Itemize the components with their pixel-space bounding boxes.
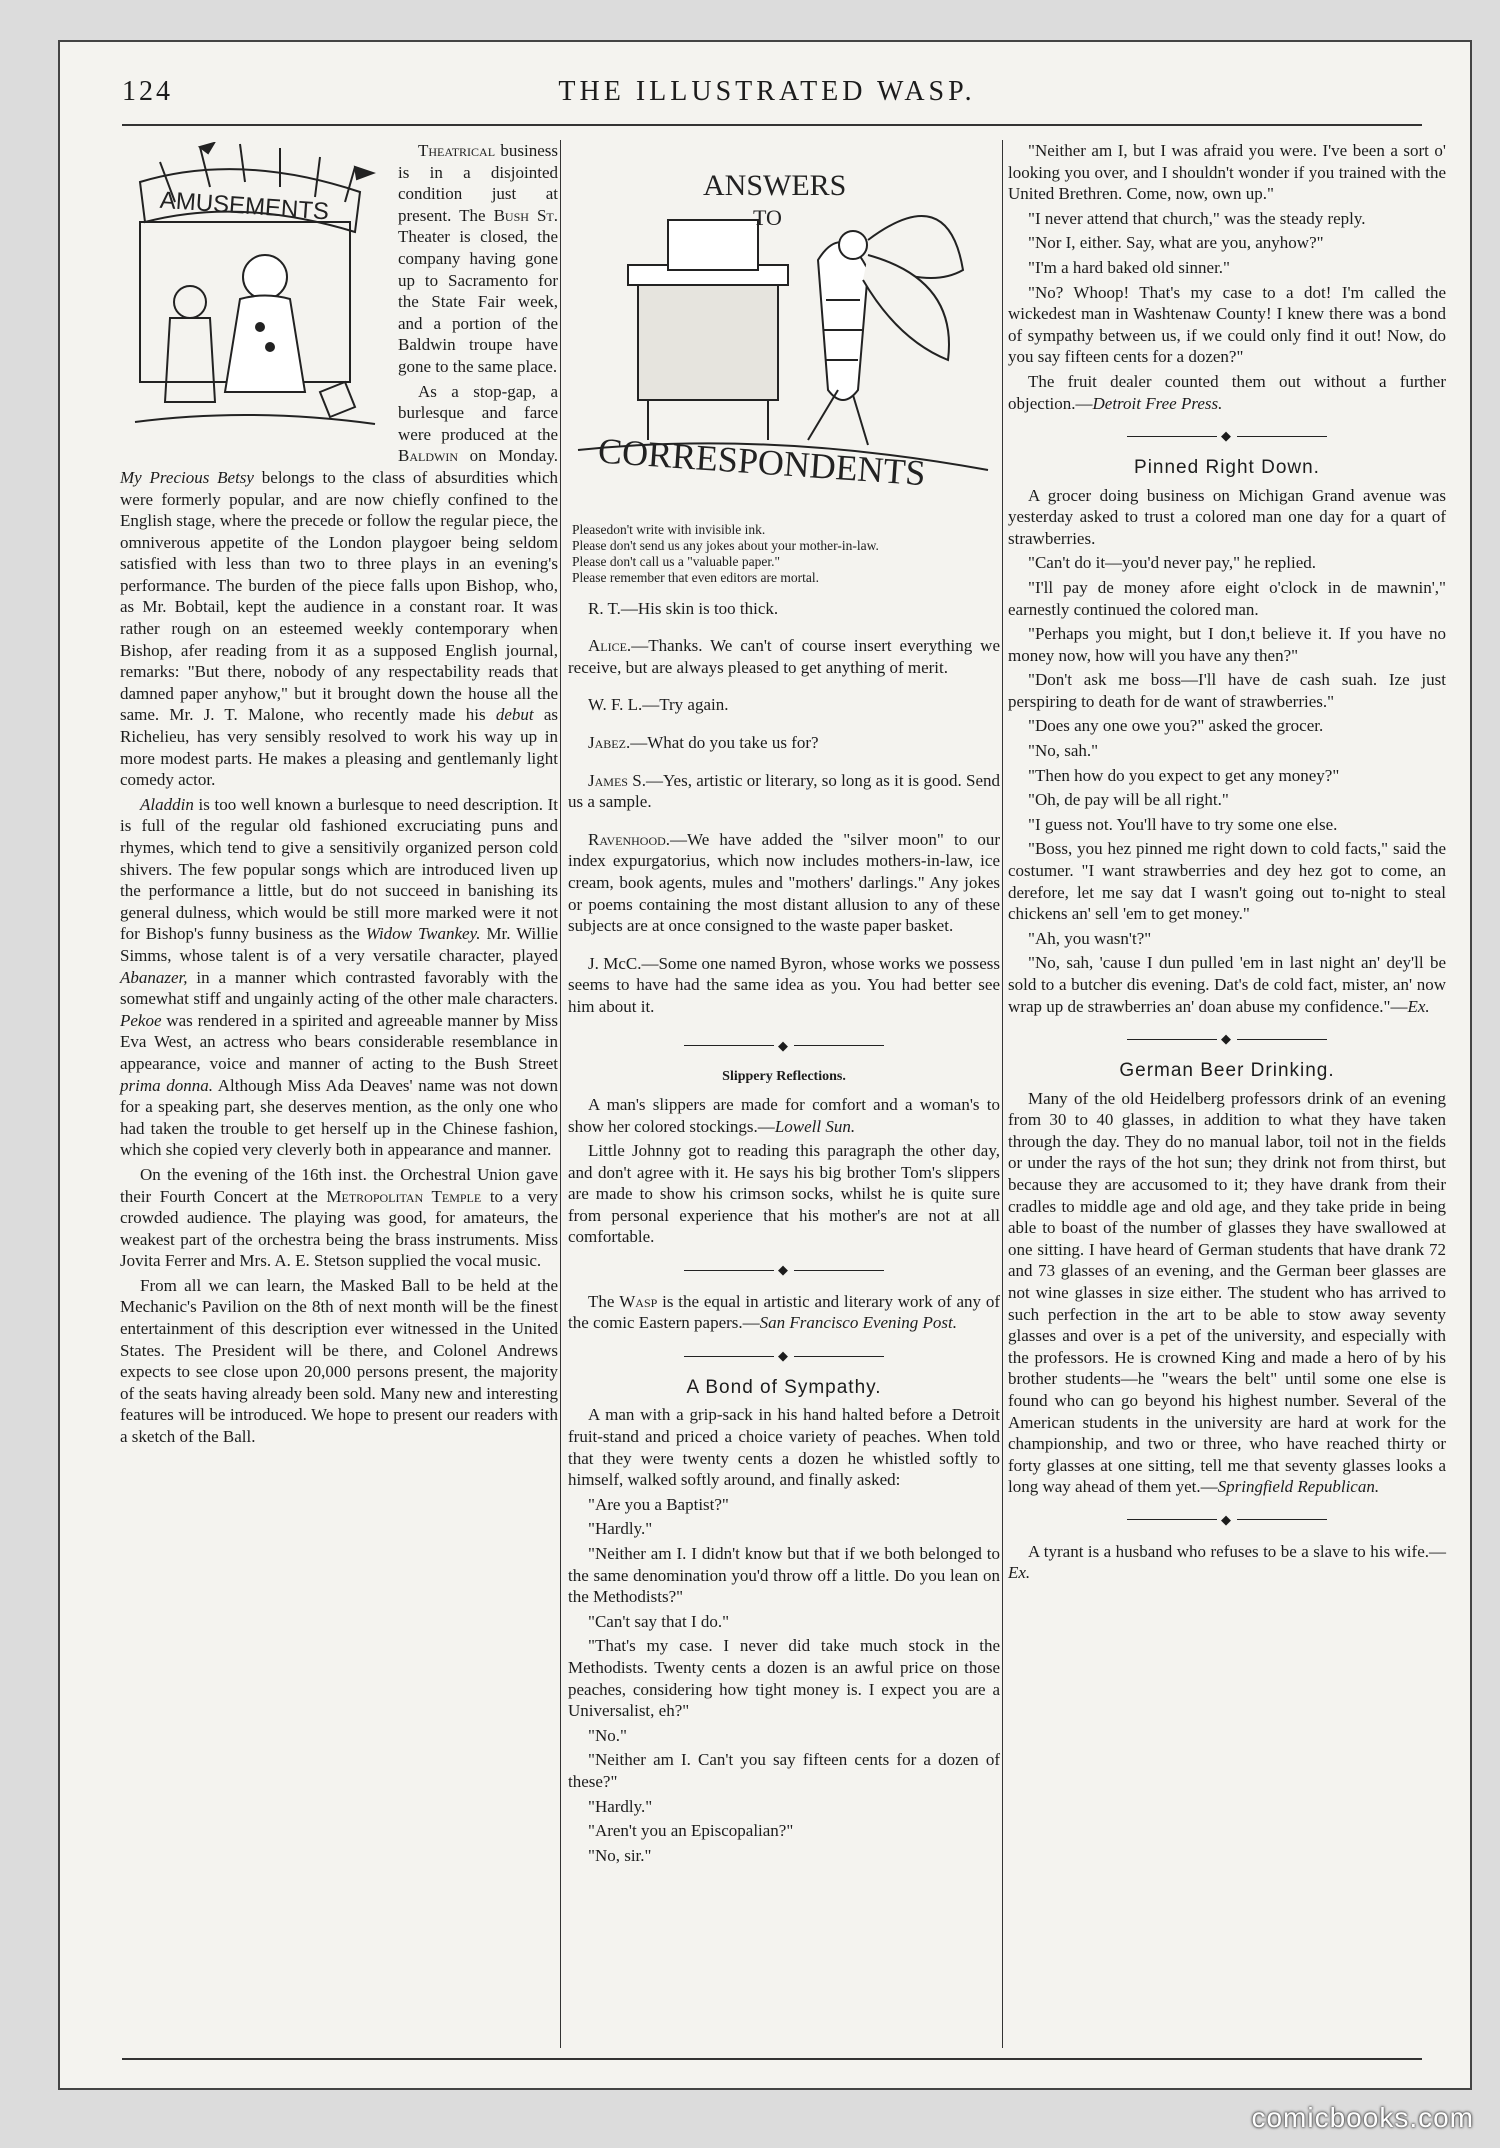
section-separator: ◆ <box>568 1034 1000 1057</box>
beer-paragraph: Many of the old Heidelberg professors drink of an evening from 30 to 40 glasses, in addition to what they have taken through the day. They do no manual labor, toil not in the fields or under the rays of the hot sun; they drink not from thirst, but because they are accusomed to it; they have drank from their cradles to middle age and old age, and they take pride in being able to boast of the number of glasses they have swallowed at one sitting. I have heard of German students that have drank 72 and 73 glasses of an evening, and the German beer glasses are not wine glasses in size either. The student who has arrived to such perfection in the art to be able to stow away seventy glasses and over is a pet of the university, and especially with the professors. He is crowned King and made a hero of by his brother students—he "wears the belt" until some one else is found who can go beyond his highest number. Several of the American students in the university are hard at work for the championship, and two or three, who have reached thirty or forty glasses at one sitting, tell me that seventy glasses looks a long way ahead of them yet.—Springfield Republican. <box>1008 1088 1446 1497</box>
answer-item: W. F. L.—Try again. <box>588 695 729 715</box>
dialogue-line: "Oh, de pay will be all right." <box>1028 790 1229 810</box>
dialogue-line: "Can't do it—you'd never pay," he replied. <box>1028 553 1316 573</box>
column-answers <box>568 140 1000 1869</box>
footer-rule <box>122 2058 1422 2060</box>
dialogue-line: "No, sah, 'cause I dun pulled 'em in last night an' dey'll be sold to a butcher dis evening. Dat's de cold fact, mister, an' now wrap up de strawberries an' doan abuse my confidence."—Ex. <box>1008 953 1446 1016</box>
amusements-illustration <box>120 142 388 442</box>
correspondents-title: CORRESPONDENTS <box>596 430 927 494</box>
answer-item: Jabez.—What do you take us for? <box>588 732 819 752</box>
editorial-notes <box>572 522 1000 586</box>
dialogue-line: "I'm a hard baked old sinner." <box>1028 257 1230 277</box>
beer-heading: German Beer Drinking. <box>1119 1060 1335 1081</box>
answer-item: J. McC.—Some one named Byron, whose works we possess seems to have had the same idea as you. You had better see him about it. <box>568 953 1000 1016</box>
note: Please don't call us a "valuable paper." <box>572 553 781 569</box>
answers-to-correspondents-illustration <box>568 140 1000 510</box>
slippery-paragraph-2: Little Johnny got to reading this paragraph the other day, and don't agree with it. He says his big brother Tom's slippers are made to show his crimson socks, whilst he is quite sure from personal experience that his mother's are not at all comfortable. <box>568 1141 1000 1247</box>
dialogue-line: "I never attend that church," was the steady reply. <box>1028 208 1366 228</box>
masked-ball-paragraph: From all we can learn, the Masked Ball to be held at the Mechanic's Pavilion on the 8th of next month will be the finest entertainment of this description ever witnessed in the United States. The President will be there, and Colonel Andrews expects to see close upon 20,000 persons present, the majority of the seats having already been sold. Many new and interesting features will be introduced. We hope to present our readers with a sketch of the Ball. <box>120 1275 558 1447</box>
dialogue-line: "No." <box>588 1725 627 1745</box>
page-number: 124 <box>122 76 173 107</box>
section-separator: ◆ <box>568 1344 1000 1367</box>
concert-paragraph: On the evening of the 16th inst. the Orchestral Union gave their Fourth Concert at the Metropolitan Temple to a very crowded audience. The playing was good, for amateurs, the weakest part of the orchestra being the brass instruments. Miss Jovita Ferrer and Mrs. A. E. Stetson supplied the vocal music. <box>120 1164 559 1271</box>
section-separator: ◆ <box>1008 1027 1446 1050</box>
amusements-sign-text: AMUSEMENTS <box>158 186 330 226</box>
answer-item: James S.—Yes, artistic or literary, so long as it is good. Send us a sample. <box>568 770 1000 812</box>
slippery-paragraph: A man's slippers are made for comfort and a woman's to show her colored stockings.—Lowell Sun. <box>568 1094 1000 1136</box>
pinned-heading: Pinned Right Down. <box>1134 456 1320 478</box>
tyrant-paragraph: A tyrant is a husband who refuses to be a slave to his wife.—Ex. <box>1008 1541 1446 1583</box>
column-theatrical <box>120 140 558 1451</box>
dialogue-line: "Does any one owe you?" asked the grocer. <box>1028 716 1324 736</box>
note: Please remember that even editors are mortal. <box>572 569 820 585</box>
dialogue-line: A grocer doing business on Michigan Grand avenue was yesterday asked to trust a colored man one day for a quart of strawberries. <box>1008 485 1446 548</box>
bond-heading: A Bond of Sympathy. <box>686 1376 882 1398</box>
masthead-title: THE ILLUSTRATED WASP. <box>558 76 976 107</box>
to-title: TO <box>753 205 782 230</box>
bond-intro: A man with a grip-sack in his hand halted before a Detroit fruit-stand and priced a choice variety of peaches. When told that they were twenty cents a dozen he whistled softly to himself, walked softly around, and finally asked: <box>568 1405 1000 1490</box>
dialogue-line: "No, sir." <box>588 1845 652 1865</box>
column-miscellany <box>1008 140 1446 1587</box>
dialogue-line: "Boss, you hez pinned me right down to cold facts," said the costumer. "I want strawberries and dey hez got to come, an derefore, let me say dat I wasn't going out to-night to steal chickens an' sell 'em to get money." <box>1008 839 1446 924</box>
dialogue-line: "I'll pay de money afore eight o'clock in de mawnin'," earnestly continued the colored man. <box>1008 577 1446 619</box>
dialogue-line: "Are you a Baptist?" <box>588 1494 729 1514</box>
answer-item: Ravenhood.—We have added the "silver moon" to our index expurgatorius, which now includes mothers-in-law, ice cream, book agents, mules and "mothers' darlings." Any jokes or poems containing the most distant allusion to any of these subjects are at once consigned to the waste paper basket. <box>568 829 1000 936</box>
dialogue-line: "Neither am I. Can't you say fifteen cents for a dozen of these?" <box>568 1750 1000 1791</box>
burlesque-paragraph: As a stop-gap, a burlesque and farce were produced at the Baldwin on Monday. My Precious Betsy belongs to the class of absurdities which were formerly popular, and are now chiefly confined to the English stage, where the precede or follow the regular piece, the omniverous appetite of the London playgoer being seldom satisfied with less than two to three plays in an evening's performance. The burden of the piece falls upon Bishop, who, as Mr. Bobtail, kept the audience in a constant roar. It was rather rough on an esteemed weekly contemporary when Bishop, afer reading from it as a supposed English journal, remarks: "But there, nobody of any respectability reads that damned paper anyhow," but it brought down the house all the same. Mr. J. T. Malone, who recently made his debut as Richelieu, has very sensibly resolved to work his way up in more modest parts. He makes a pleasing and gentlemanly light comedy actor. <box>120 381 558 790</box>
aladdin-paragraph: Aladdin is too well known a burlesque to need description. It is full of the regular old fashioned excruciating puns and rhymes, which tend to give a sensitivily organized person cold shivers. The few popular songs which are introduced liven up the performance a little, but do not succeed in banishing its general dulness, which would be still more marked were it not for Bishop's funny business as the Widow Twankey. Mr. Willie Simms, whose talent is of a very versatile character, played Abanazer, in a manner which contrasted favorably with the somewhat stiff and ungainly acting of the other male characters. Pekoe was rendered in a spirited and agreeable manner by Miss Eva West, an actress who bears considerable resemblance in appearance, voice and manner of acting to the Bush Street prima donna. Although Miss Ada Deaves' name was not down for a speaking part, she deserves mention, as the only one who had taken the trouble to get herself up in the Chinese fashion, which she copied very cleverly both in appearance and manner. <box>120 794 558 1160</box>
column-divider <box>1002 140 1003 2048</box>
dialogue-line: "No, sah." <box>1028 741 1099 761</box>
dialogue-line: "That's my case. I never did take much stock in the Methodists. Twenty cents a dozen is an awful price on those peaches, considering how tight money is. I expect you are a Universalist, eh?" <box>568 1636 1000 1721</box>
wasp-quote: The Wasp is the equal in artistic and literary work of any of the comic Eastern papers.—San Francisco Evening Post. <box>568 1291 1000 1333</box>
dialogue-line: "Hardly." <box>588 1519 653 1539</box>
newspaper-page <box>58 40 1472 2090</box>
dialogue-line: "Ah, you wasn't?" <box>1028 928 1152 948</box>
dialogue-line: "Neither am I, but I was afraid you were. I've been a sort o' looking you over, and I shouldn't wonder if you trained with the United Brethren. Come, now, own up." <box>1008 141 1446 204</box>
page-header <box>122 76 1412 120</box>
column-divider <box>560 140 561 2048</box>
header-rule <box>122 124 1422 126</box>
slippery-heading: Slippery Reflections. <box>722 1069 846 1085</box>
bond-ending: The fruit dealer counted them out without a further objection.—Detroit Free Press. <box>1008 371 1446 413</box>
section-separator: ◆ <box>1008 424 1446 447</box>
dialogue-line: "No? Whoop! That's my case to a dot! I'm called the wickedest man in Washtenaw County! I knew there was a bond of sympathy between us, if we could only find it out! Now, do you say fifteen cents for a dozen?" <box>1008 282 1446 367</box>
answers-title: ANSWERS <box>703 169 847 202</box>
theatrical-paragraph: Theatrical business is in a disjointed condition just at present. The Bush St. Theater is closed, the company having gone up to Sacramento for the State Fair week, and a portion of the Baldwin troupe have gone to the same place. <box>398 141 558 376</box>
section-separator: ◆ <box>1008 1508 1446 1531</box>
dialogue-line: "Then how do you expect to get any money?" <box>1028 765 1340 785</box>
answer-item: Alice.—Thanks. We can't of course insert everything we receive, but are always pleased to get anything of merit. <box>568 636 1000 677</box>
dialogue-line: "Don't ask me boss—I'll have de cash suah. Ize just perspiring to death for de want of strawberries." <box>1008 670 1446 711</box>
dialogue-line: "Can't say that I do." <box>588 1611 730 1631</box>
answers-list <box>568 598 1000 1018</box>
watermark: comicbooks.com <box>1251 2102 1474 2133</box>
dialogue-line: "Aren't you an Episcopalian?" <box>588 1821 794 1841</box>
note: Pleasedon't write with invisible ink. <box>572 521 766 537</box>
dialogue-line: "Hardly." <box>588 1796 653 1816</box>
section-separator: ◆ <box>568 1258 1000 1281</box>
note: Please don't send us any jokes about your mother-in-law. <box>572 537 879 553</box>
dialogue-line: "Nor I, either. Say, what are you, anyhow?" <box>1028 233 1324 253</box>
dialogue-line: "I guess not. You'll have to try some one else. <box>1028 814 1338 834</box>
answer-item: R. T.—His skin is too thick. <box>588 598 779 618</box>
dialogue-line: "Perhaps you might, but I don,t believe it. If you have no money now, how will you have any then?" <box>1008 624 1446 665</box>
dialogue-line: "Neither am I. I didn't know but that if we both belonged to the same denomination you'd throw off a little. Do you lean on the Methodists?" <box>568 1544 1000 1607</box>
